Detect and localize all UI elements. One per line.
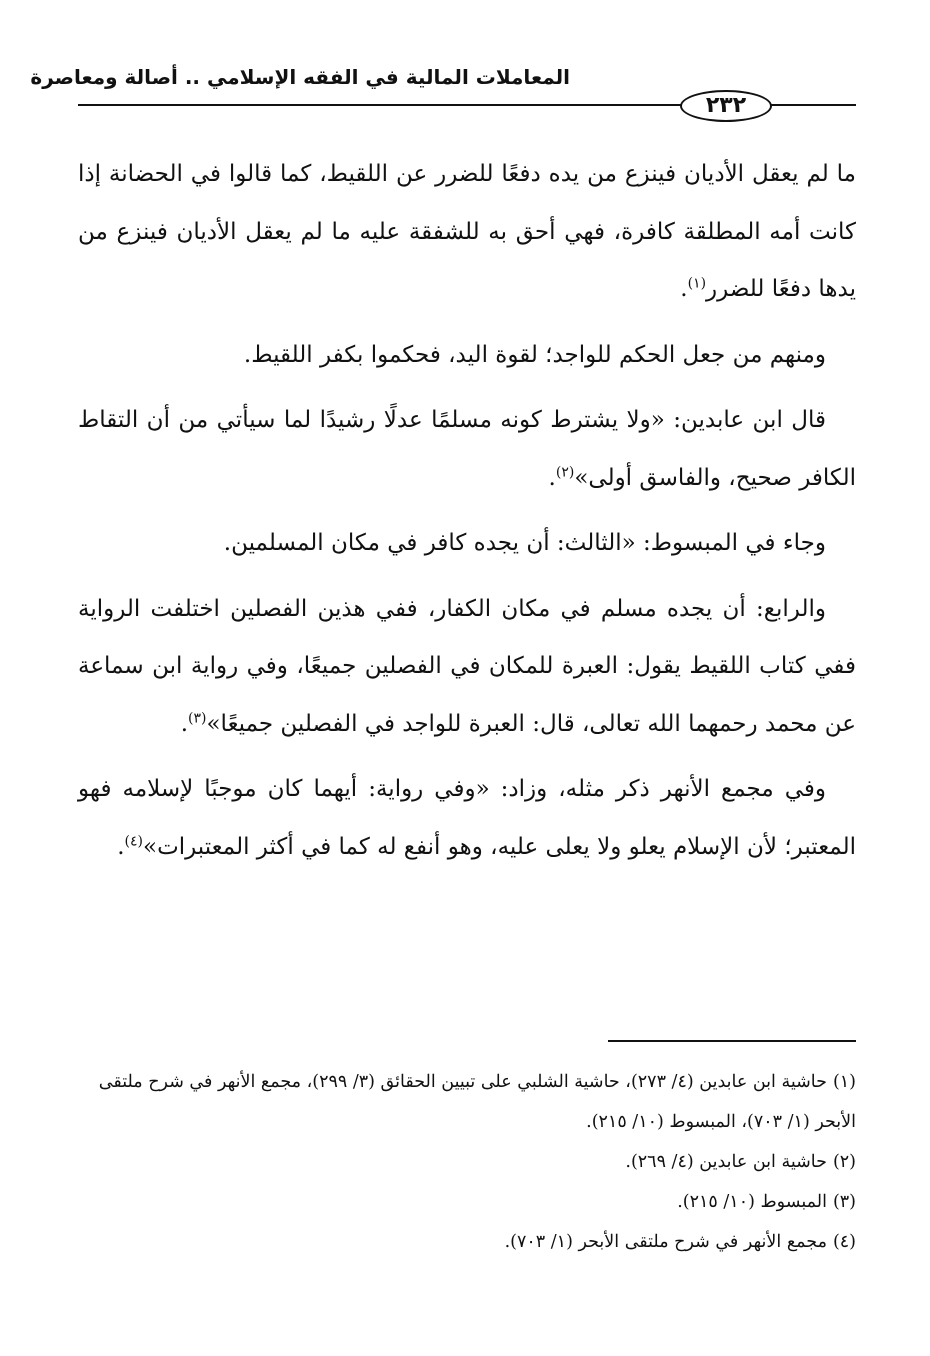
footnote-4 [78,1222,856,1262]
footnote-4-text: مجمع الأنهر في شرح ملتقى الأبحر (١/ ٧٠٣). [504,1232,827,1252]
paragraph-2 [78,327,856,385]
footnote-ref-4: (٤) [124,832,143,849]
footnote-rule [608,1040,856,1042]
page-number: ٢٣٢ [680,90,772,122]
body-text [78,146,856,884]
footnote-2-mark: (٢) [832,1152,856,1172]
paragraph-3-end: . [548,464,556,491]
paragraph-3 [78,392,856,507]
footnote-ref-1: (١) [687,275,707,292]
paragraph-1 [78,146,856,319]
running-title: المعاملات المالية في الفقه الإسلامي .. أصالة ومعاصرة [30,65,570,89]
paragraph-1-text: ما لم يعقل الأديان فينزع من يده دفعًا للضرر عن اللقيط، كما قالوا في الحضانة إذا كانت أمه المطلقة كافرة، فهي أحق به للشفقة عليه ما لم يعقل الأديان فينزع من يدها دفعًا للضرر [78,161,856,302]
footnote-1-text: حاشية ابن عابدين (٤/ ٢٧٣)، حاشية الشلبي على تبيين الحقائق (٣/ ٢٩٩)، مجمع الأنهر في شرح ملتقى الأبحر (١/ ٧٠٣)، المبسوط (١٠/ ٢١٥). [98,1072,856,1132]
footnote-2 [78,1142,856,1182]
footnote-ref-3: (٣) [188,709,207,726]
footnote-3-mark: (٣) [832,1192,856,1212]
paragraph-6-end: . [117,833,125,860]
paragraph-4 [78,515,856,573]
paragraph-5-end: . [180,710,189,737]
paragraph-6-text: وفي مجمع الأنهر ذكر مثله، وزاد: «وفي رواية: أيهما كان موجبًا لإسلامه فهو المعتبر؛ لأن الإسلام يعلو ولا يعلى عليه، وهو أنفع له كما في أكثر المعتبرات» [78,776,856,860]
paragraph-5-text: والرابع: أن يجده مسلم في مكان الكفار، ففي هذين الفصلين اختلفت الرواية ففي كتاب اللقيط يقول: العبرة للمكان في الفصلين جميعًا، وفي رواية ابن سماعة عن محمد رحمهما الله تعالى، قال: العبرة للواجد في الفصلين جميعًا» [78,595,856,737]
paragraph-4-text: وجاء في المبسوط: «الثالث: أن يجده كافر في مكان المسلمين. [223,530,826,556]
paragraph-6 [78,761,856,876]
paragraph-3-text: قال ابن عابدين: «ولا يشترط كونه مسلمًا عدلًا رشيدًا لما سيأتي من أن التقاط الكافر صحيح، والفاسق أولى» [78,407,856,491]
footnote-3-text: المبسوط (١٠/ ٢١٥). [677,1192,827,1212]
footnote-2-text: حاشية ابن عابدين (٤/ ٢٦٩). [625,1152,827,1172]
paragraph-1-end: . [680,276,688,302]
paragraph-5 [78,581,856,754]
paragraph-2-text: ومنهم من جعل الحكم للواجد؛ لقوة اليد، فحكموا بكفر اللقيط. [243,341,826,368]
footnote-4-mark: (٤) [832,1232,856,1252]
footnote-ref-2: (٢) [555,463,575,480]
footnotes [78,1062,856,1262]
footnote-1 [78,1062,856,1142]
footnote-1-mark: (١) [832,1072,856,1092]
footnote-3 [78,1182,856,1222]
